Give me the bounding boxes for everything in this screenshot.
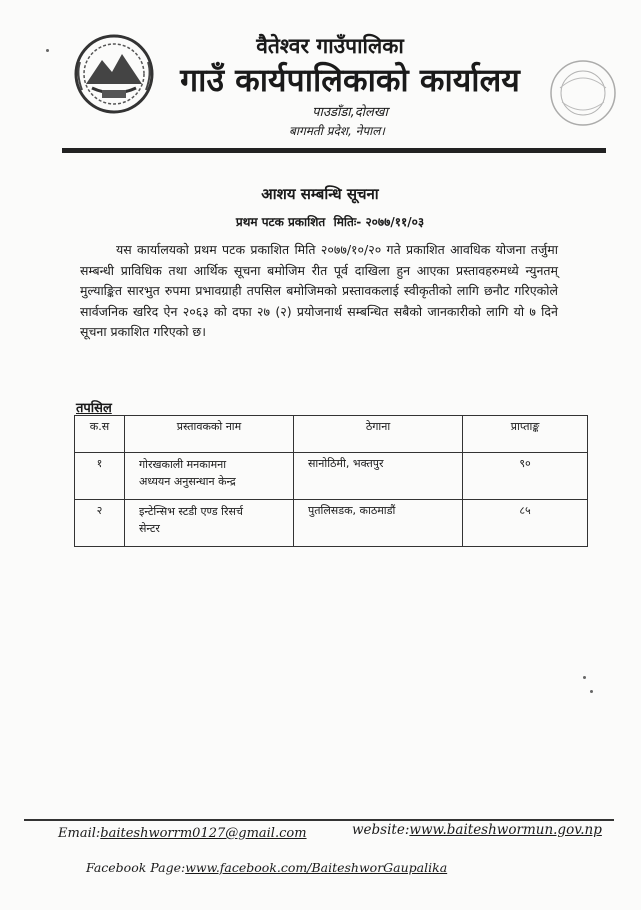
row-sn: २	[75, 500, 125, 547]
column-header-score: प्राप्ताङ्क	[463, 416, 588, 453]
row-score: ८५	[463, 500, 588, 547]
table-row	[75, 500, 588, 547]
facebook-label: Facebook Page:	[86, 860, 186, 875]
notice-date: २०७७/११/०३	[365, 215, 425, 229]
website-label: website:	[352, 822, 410, 838]
footer-email	[58, 826, 307, 841]
footer-facebook	[86, 860, 447, 875]
office-name: गाउँ कार्यपालिकाको कार्यालय	[180, 61, 520, 99]
scan-speck	[583, 676, 586, 679]
column-header-name: प्रस्तावकको नाम	[124, 416, 293, 453]
municipality-name: वैतेश्वर गाउँपालिका	[256, 34, 404, 58]
table-row	[75, 453, 588, 500]
proposer-name-line1: गोरखकाली मनकामना	[138, 458, 227, 471]
facebook-link[interactable]: www.facebook.com/BaiteshworGaupalika	[185, 860, 448, 875]
office-stamp-icon	[548, 58, 618, 128]
email-link[interactable]: baiteshworrm0127@gmail.com	[100, 826, 307, 841]
row-address: सानोठिमी, भक्तपुर	[293, 453, 462, 500]
nepal-emblem-icon	[72, 32, 156, 116]
schedule-table	[74, 415, 588, 547]
row-proposer-name	[124, 453, 293, 500]
email-label: Email:	[58, 826, 101, 841]
column-header-sn: क.स	[75, 416, 125, 453]
proposer-name-line2: सेन्टर	[138, 522, 160, 535]
column-header-address: ठेगाना	[293, 416, 462, 453]
website-link[interactable]: www.baiteshwormun.gov.np	[409, 822, 602, 838]
notice-title: आशय सम्बन्धि सूचना	[261, 185, 379, 203]
proposer-name-line2: अध्ययन अनुसन्धान केन्द्र	[138, 475, 236, 488]
row-score: ९०	[463, 453, 588, 500]
footer-divider	[24, 819, 614, 821]
scan-speck	[590, 690, 593, 693]
scan-speck	[46, 49, 49, 52]
footer-website	[352, 822, 602, 838]
date-label: मितिः-	[333, 215, 362, 229]
row-address: पुतलिसडक, काठमाडौं	[293, 500, 462, 547]
row-sn: १	[75, 453, 125, 500]
notice-body: यस कार्यालयको प्रथम पटक प्रकाशित मिति २०७७/१०/२० गते प्रकाशित आवधिक योजना तर्जुमा सम्बन्धी प्राविधिक तथा आर्थिक सूचना बमोजिम रीत पूर्व दाखिला हुन आएका प्रस्तावहरुमध्ये न्युनतम् मुल्याङ्कित सारभुत रुपमा प्रभावग्राही तपसिल बमोजिमको प्रस्तावकलाई स्वीकृतीको लागि छनौट गरिएकोले सार्वजनिक खरिद ऐन २०६३ को दफा २७ (२) प्रयोजनार्थ सम्बन्धित सबैको जानकारीको लागि यो ७ दिने सूचना प्रकाशित गरिएको छ।	[80, 242, 558, 339]
publication-line	[150, 213, 510, 230]
header-divider	[62, 148, 606, 153]
row-proposer-name	[124, 500, 293, 547]
proposer-name-line1: इन्टेन्सिभ स्टडी एण्ड रिसर्च	[138, 505, 243, 518]
address-line2: बागमती प्रदेश, नेपाल।	[289, 124, 385, 138]
schedule-heading: तपसिल	[76, 401, 112, 416]
publication-label: प्रथम पटक प्रकाशित	[235, 215, 326, 229]
address-line1: पाउडाँडा,दोलखा	[312, 105, 388, 120]
table-header-row	[75, 416, 588, 453]
